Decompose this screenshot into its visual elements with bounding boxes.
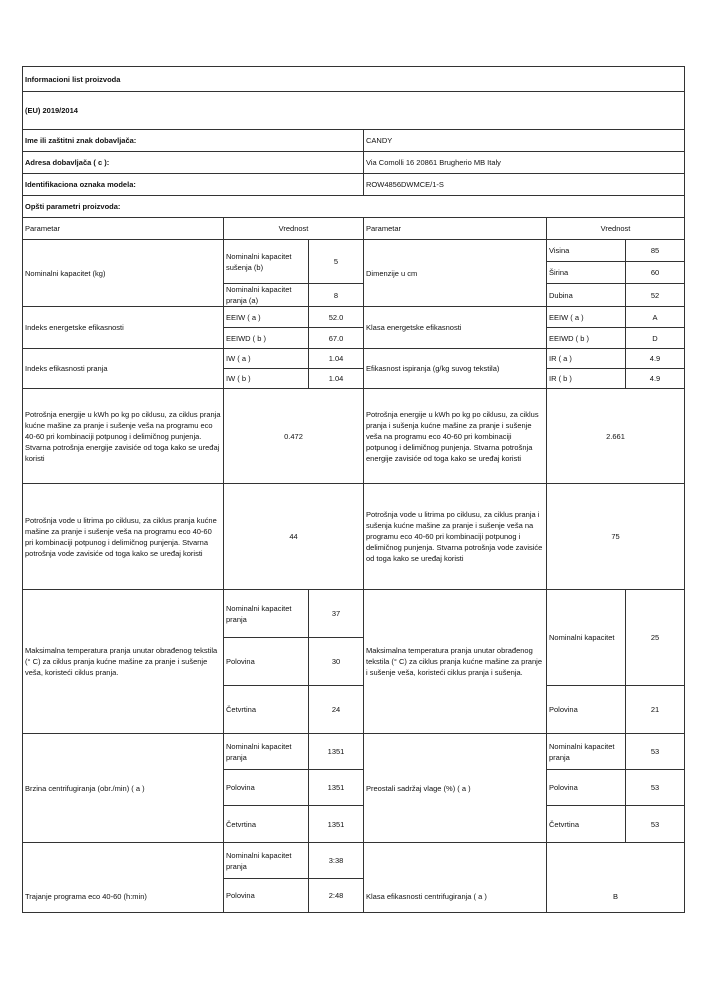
max-temp-wd-half-label: Polovina xyxy=(547,686,626,734)
max-temp-wash-label: Maksimalna temperatura pranja unutar obrađenog tekstila (° C) za ciklus pranja kućne mašine za pranje i sušenje veša, koristeći ciklus pranja. xyxy=(23,590,224,734)
moisture-nominal-label: Nominalni kapacitet pranja xyxy=(547,734,626,770)
duration-label: Trajanje programa eco 40-60 (h:min) xyxy=(23,843,224,913)
regulation-reference: (EU) 2019/2014 xyxy=(23,92,685,130)
supplier-address-value: Via Comolli 16 20861 Brugherio MB Italy xyxy=(364,152,685,174)
spin-quarter-label: Četvrtina xyxy=(224,806,309,843)
product-sheet-table xyxy=(22,66,685,913)
max-temp-washdry-label: Maksimalna temperatura pranja unutar obrađenog tekstila (° C) za ciklus pranja kućne mašine za pranje i sušenje veša, koristeći ciklus pranja i sušenja. xyxy=(364,590,547,734)
duration-half-label: Polovina xyxy=(224,879,309,913)
general-parameters-label: Opšti parametri proizvoda: xyxy=(23,196,685,218)
iw-a-value: 1.04 xyxy=(309,349,364,369)
eeiw-value: 52.0 xyxy=(309,307,364,328)
table-row xyxy=(23,389,685,484)
spin-nominal-label: Nominalni kapacitet pranja xyxy=(224,734,309,770)
water-consumption-washdry-value: 75 xyxy=(547,484,685,590)
table-row xyxy=(23,590,685,638)
dimensions-label: Dimenzije u cm xyxy=(364,240,547,307)
max-temp-wd-half-value: 21 xyxy=(626,686,685,734)
height-label: Visina xyxy=(547,240,626,262)
eeiw-label: EEIW ( a ) xyxy=(224,307,309,328)
product-information-sheet xyxy=(22,66,684,919)
model-id-row xyxy=(23,174,685,196)
table-row xyxy=(23,349,685,369)
depth-label: Dubina xyxy=(547,284,626,307)
max-temp-wd-nominal-value: 25 xyxy=(626,590,685,686)
moisture-quarter-value: 53 xyxy=(626,806,685,843)
water-consumption-wash-value: 44 xyxy=(224,484,364,590)
model-id-value: ROW4856DWMCE/1-S xyxy=(364,174,685,196)
table-row xyxy=(23,843,685,879)
width-label: Širina xyxy=(547,262,626,284)
max-temp-nominal-label: Nominalni kapacitet pranja xyxy=(224,590,309,638)
duration-half-value: 2:48 xyxy=(309,879,364,913)
class-eeiwd-value: D xyxy=(626,328,685,349)
water-consumption-washdry-label: Potrošnja vode u litrima po ciklusu, za ciklus pranja i sušenja kućne mašine za pranje i sušenje veša na programu eco 40-60 pri kombinaciji potpunog i delimičnog punjenja. Stvarna potrošnja vode zavisiće od toga kako se uređaj koristi xyxy=(364,484,547,590)
moisture-quarter-label: Četvrtina xyxy=(547,806,626,843)
supplier-name-value: CANDY xyxy=(364,130,685,152)
table-row xyxy=(23,240,685,262)
eeiwd-label: EEIWD ( b ) xyxy=(224,328,309,349)
moisture-half-value: 53 xyxy=(626,770,685,806)
spin-half-label: Polovina xyxy=(224,770,309,806)
energy-consumption-wash-label: Potrošnja energije u kWh po kg po ciklusu, za ciklus pranja kućne mašine za pranje i sušenje veša na programu eco 40-60 pri kombinaciji potpunog i delimičnog punjenja. Stvarna potrošnja energije zavisiće od toga kako se uređaj koristi xyxy=(23,389,224,484)
supplier-address-label: Adresa dobavljača ( c ): xyxy=(23,152,364,174)
ir-b-label: IR ( b ) xyxy=(547,369,626,389)
duration-nominal-label: Nominalni kapacitet pranja xyxy=(224,843,309,879)
max-temp-half-value: 30 xyxy=(309,638,364,686)
column-header-row xyxy=(23,218,685,240)
energy-consumption-washdry-value: 2.661 xyxy=(547,389,685,484)
general-parameters-row xyxy=(23,196,685,218)
duration-nominal-value: 3:38 xyxy=(309,843,364,879)
iw-b-value: 1.04 xyxy=(309,369,364,389)
max-temp-half-label: Polovina xyxy=(224,638,309,686)
ir-b-value: 4.9 xyxy=(626,369,685,389)
class-eeiwd-label: EEIWD ( b ) xyxy=(547,328,626,349)
model-id-label: Identifikaciona oznaka modela: xyxy=(23,174,364,196)
moisture-nominal-value: 53 xyxy=(626,734,685,770)
eeiwd-value: 67.0 xyxy=(309,328,364,349)
class-eeiw-label: EEIW ( a ) xyxy=(547,307,626,328)
energy-class-label: Klasa energetske efikasnosti xyxy=(364,307,547,349)
class-eeiw-value: A xyxy=(626,307,685,328)
height-value: 85 xyxy=(626,240,685,262)
spin-class-label: Klasa efikasnosti centrifugiranja ( a ) xyxy=(364,843,547,913)
rinsing-label: Efikasnost ispiranja (g/kg suvog tekstila) xyxy=(364,349,547,389)
moisture-label: Preostali sadržaj vlage (%) ( a ) xyxy=(364,734,547,843)
title-row xyxy=(23,67,685,92)
ir-a-label: IR ( a ) xyxy=(547,349,626,369)
table-row xyxy=(23,734,685,770)
moisture-half-label: Polovina xyxy=(547,770,626,806)
iw-a-label: IW ( a ) xyxy=(224,349,309,369)
energy-consumption-wash-value: 0.472 xyxy=(224,389,364,484)
max-temp-quarter-value: 24 xyxy=(309,686,364,734)
table-row xyxy=(23,484,685,590)
table-row xyxy=(23,307,685,328)
rated-capacity-label: Nominalni kapacitet (kg) xyxy=(23,240,224,307)
sheet-title: Informacioni list proizvoda xyxy=(23,67,685,92)
washing-capacity-value: 8 xyxy=(309,284,364,307)
supplier-name-row xyxy=(23,130,685,152)
iw-b-label: IW ( b ) xyxy=(224,369,309,389)
spin-nominal-value: 1351 xyxy=(309,734,364,770)
spin-quarter-value: 1351 xyxy=(309,806,364,843)
depth-value: 52 xyxy=(626,284,685,307)
ir-a-value: 4.9 xyxy=(626,349,685,369)
drying-capacity-label: Nominalni kapacitet sušenja (b) xyxy=(224,240,309,284)
regulation-row xyxy=(23,92,685,130)
washing-index-label: Indeks efikasnosti pranja xyxy=(23,349,224,389)
value-header-right: Vrednost xyxy=(547,218,685,240)
param-header-left: Parametar xyxy=(23,218,224,240)
washing-capacity-label: Nominalni kapacitet pranja (a) xyxy=(224,284,309,307)
water-consumption-wash-label: Potrošnja vode u litrima po ciklusu, za ciklus pranja kućne mašine za pranje i sušenje veša na programu eco 40-60 pri kombinaciji potpunog i delimičnog punjenja. Stvarna potrošnja vode zavisiće od toga kako se uređaj koristi xyxy=(23,484,224,590)
param-header-right: Parametar xyxy=(364,218,547,240)
energy-index-label: Indeks energetske efikasnosti xyxy=(23,307,224,349)
spin-class-value: B xyxy=(547,843,685,913)
spin-half-value: 1351 xyxy=(309,770,364,806)
max-temp-wd-nominal-label: Nominalni kapacitet xyxy=(547,590,626,686)
drying-capacity-value: 5 xyxy=(309,240,364,284)
energy-consumption-washdry-label: Potrošnja energije u kWh po kg po ciklusu, za ciklus pranja i sušenja kućne mašine za pranje i sušenje veša na programu eco 40-60 pri kombinaciji potpunog i delimičnog punjenja. Stvarna potrošnja energije zavisiće od toga kako se uređaj koristi xyxy=(364,389,547,484)
value-header-left: Vrednost xyxy=(224,218,364,240)
spin-speed-label: Brzina centrifugiranja (obr./min) ( a ) xyxy=(23,734,224,843)
max-temp-quarter-label: Četvrtina xyxy=(224,686,309,734)
supplier-name-label: Ime ili zaštitni znak dobavljača: xyxy=(23,130,364,152)
width-value: 60 xyxy=(626,262,685,284)
supplier-address-row xyxy=(23,152,685,174)
max-temp-nominal-value: 37 xyxy=(309,590,364,638)
